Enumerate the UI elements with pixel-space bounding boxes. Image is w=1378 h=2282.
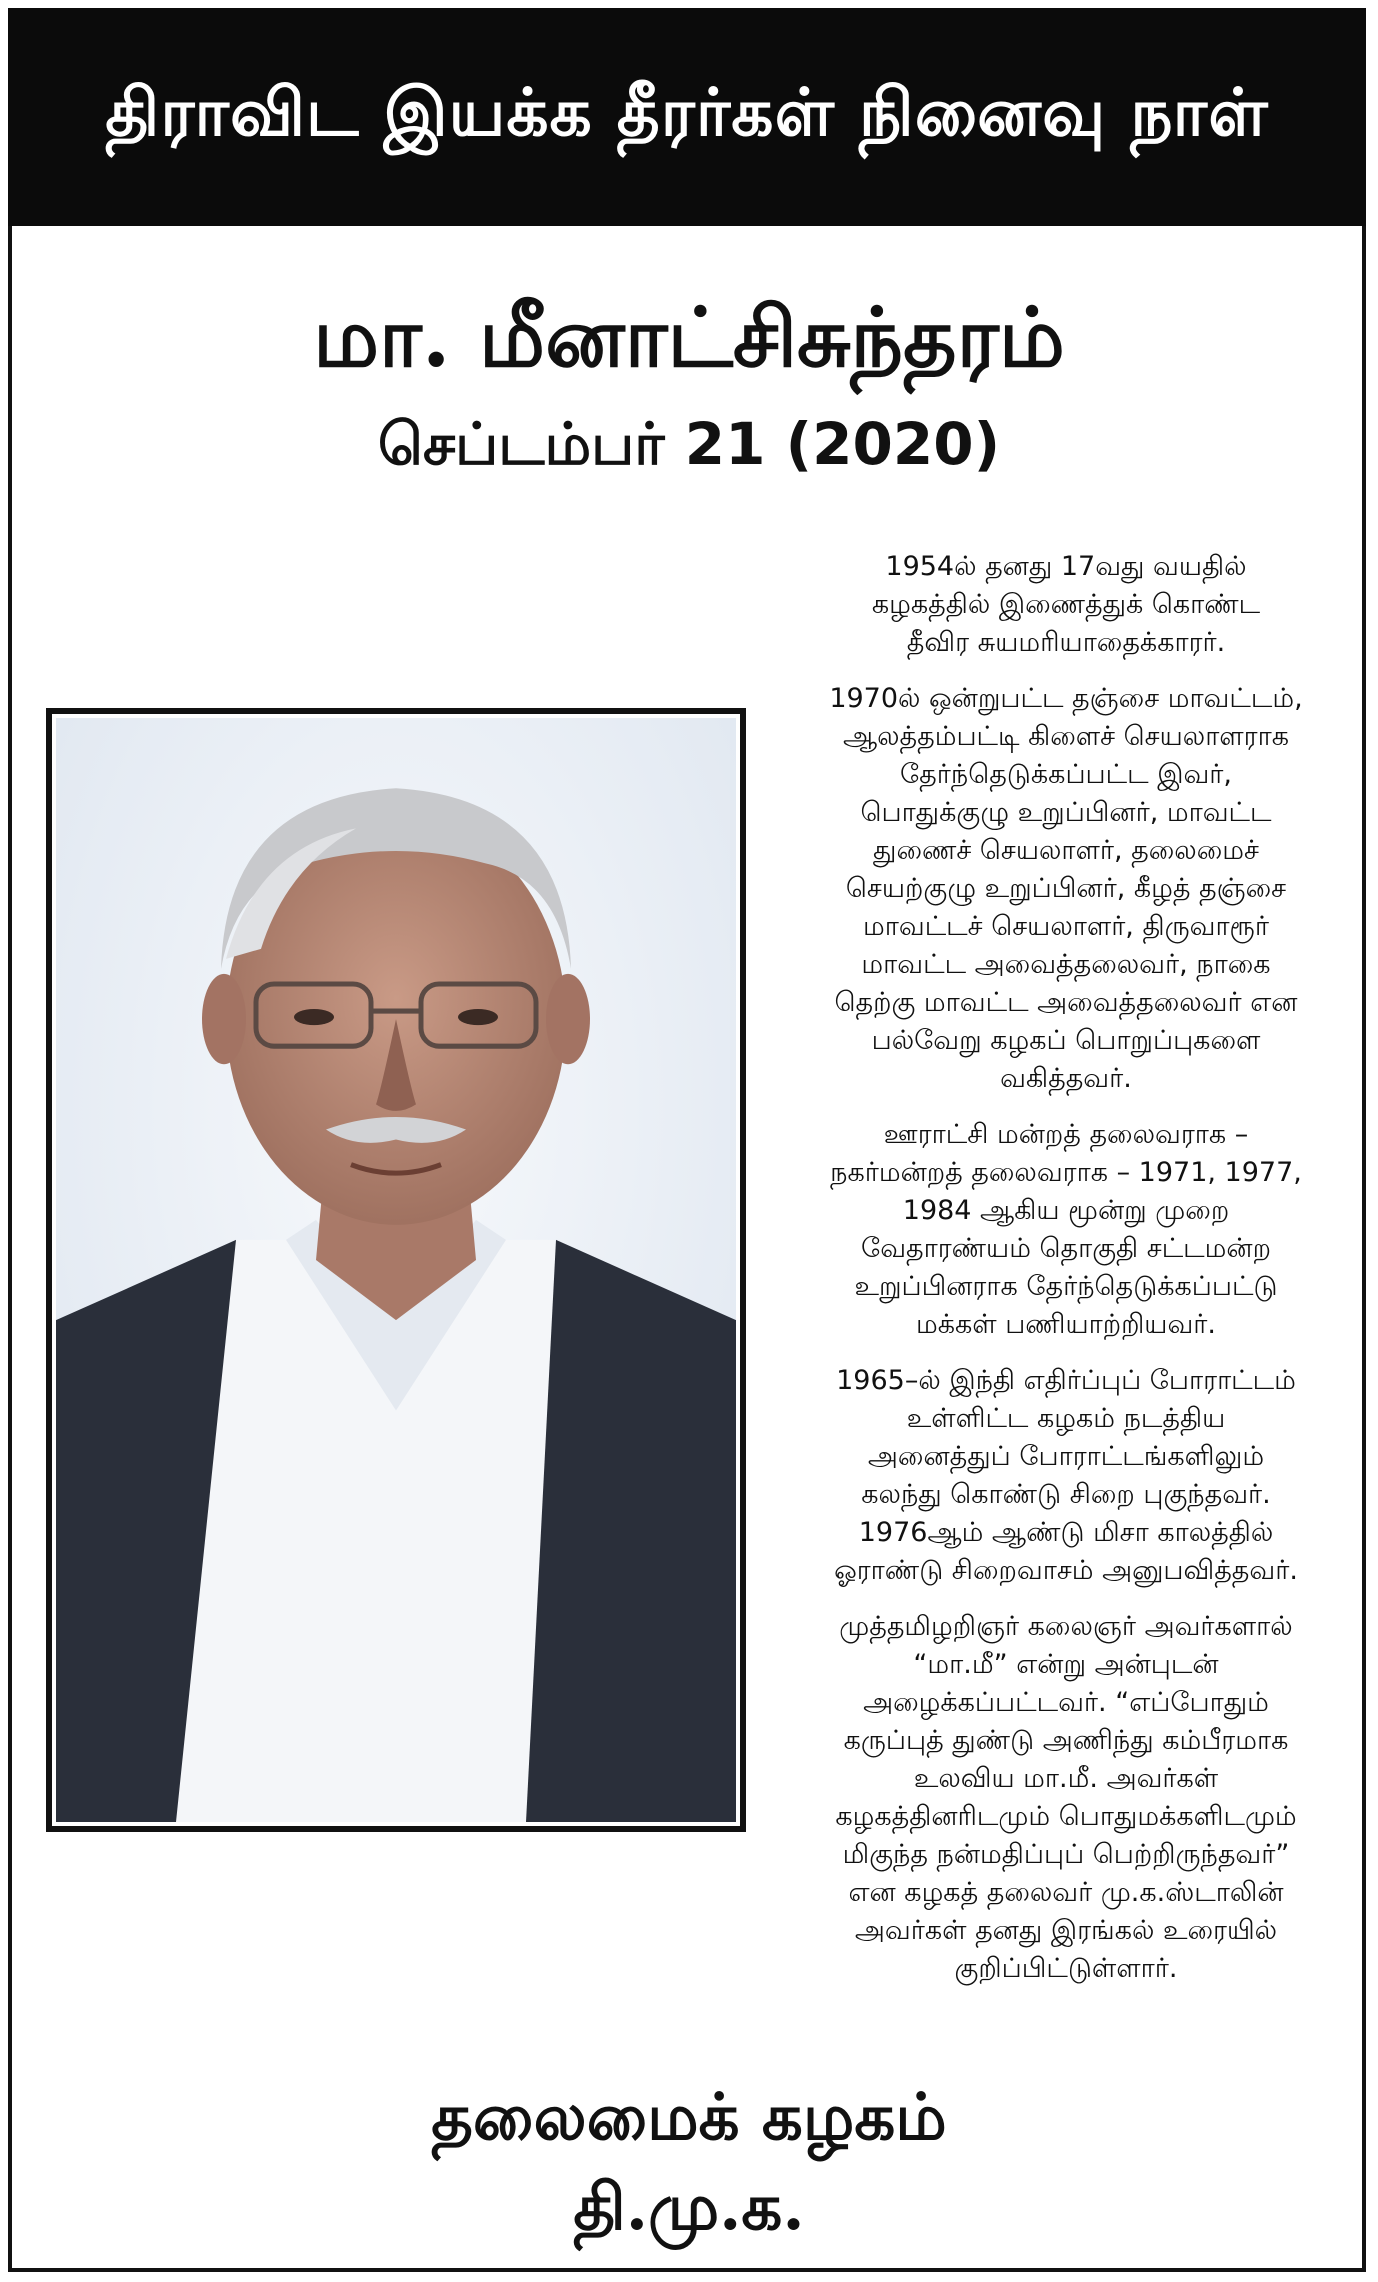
bio-line: ஊராட்சி மன்றத் தலைவராக – [883,1119,1249,1150]
bio-line: ஆலத்தம்பட்டி கிளைச் செயலாளராக [842,721,1289,752]
bio-line: மக்கள் பணியாற்றியவர். [915,1309,1216,1340]
bio-line: தேர்ந்தெடுக்கப்பட்ட இவர், [900,759,1232,790]
bio-line: கருப்புத் துண்டு அணிந்து கம்பீரமாக [843,1725,1289,1756]
memorial-date: செப்டம்பர் 21 (2020) [377,410,1001,478]
bio-paragraph [770,1362,1362,1590]
header-banner [8,8,1366,226]
bio-line: அவர்கள் தனது இரங்கல் உரையில் [854,1915,1278,1946]
bio-line: கழகத்தில் இணைத்துக் கொண்ட [871,589,1261,620]
bio-line: பொதுக்குழு உறுப்பினர், மாவட்ட [860,797,1272,828]
bio-paragraph [770,1608,1362,1988]
portrait-photo [52,714,740,1826]
signature-organization: தலைமைக் கழகம் [431,2080,947,2155]
portrait-photo-frame [46,708,746,1832]
bio-paragraph [770,548,1362,662]
bio-line: 1976ஆம் ஆண்டு மிசா காலத்தில் [858,1517,1274,1548]
bio-line: உறுப்பினராக தேர்ந்தெடுக்கப்பட்டு [854,1271,1278,1302]
bio-paragraph [770,1116,1362,1344]
bio-line: தெற்கு மாவட்ட அவைத்தலைவர் என [834,987,1298,1018]
portrait-illustration [56,718,736,1822]
bio-paragraph [770,680,1362,1098]
bio-line: உலவிய மா.மீ. அவர்கள் [913,1763,1219,1794]
bio-line: துணைச் செயலாளர், தலைமைச் [873,835,1259,866]
bio-line: செயற்குழு உறுப்பினர், கீழத் தஞ்சை [845,873,1287,904]
bio-line: மாவட்ட அவைத்தலைவர், நாகை [861,949,1271,980]
bio-line: 1984 ஆகிய மூன்று முறை [902,1195,1230,1226]
bio-line: தீவிர சுயமரியாதைக்காரர். [906,627,1226,658]
header-title: திராவிட இயக்க தீரர்கள் நினைவு நாள் [105,74,1269,151]
bio-line: அழைக்கப்பட்டவர். “எப்போதும் [863,1687,1269,1718]
bio-line: 1970ல் ஒன்றுபட்ட தஞ்சை மாவட்டம், [829,683,1303,714]
bio-line: நகர்மன்றத் தலைவராக – 1971, 1977, [830,1157,1302,1188]
bio-line: கழகத்தினரிடமும் பொதுமக்களிடமும் [835,1801,1297,1832]
person-name: மா. மீனாட்சிசுந்தரம் [313,290,1065,386]
biography-text [770,548,1362,2006]
bio-line: குறிப்பிட்டுள்ளார். [954,1953,1178,1984]
bio-line: பல்வேறு கழகப் பொறுப்புகளை [871,1025,1261,1056]
bio-line: மிகுந்த நன்மதிப்புப் பெற்றிருந்தவர்” [842,1839,1290,1870]
bio-line: முத்தமிழறிஞர் கலைஞர் அவர்களால் [839,1611,1293,1642]
signature-party: தி.மு.க. [573,2170,805,2245]
bio-line: வகித்தவர். [1000,1063,1132,1094]
bio-line: மாவட்டச் செயலாளர், திருவாரூர் [863,911,1269,942]
bio-line: “மா.மீ” என்று அன்புடன் [913,1649,1219,1680]
bio-line: உள்ளிட்ட கழகம் நடத்திய [906,1403,1226,1434]
bio-line: 1965–ல் இந்தி எதிர்ப்புப் போராட்டம் [836,1365,1296,1396]
bio-line: அனைத்துப் போராட்டங்களிலும் [867,1441,1265,1472]
bio-line: 1954ல் தனது 17வது வயதில் [885,551,1247,582]
bio-line: வேதாரண்யம் தொகுதி சட்டமன்ற [861,1233,1271,1264]
bio-line: கலந்து கொண்டு சிறை புகுந்தவர். [861,1479,1271,1510]
bio-line: என கழகத் தலைவர் மு.க.ஸ்டாலின் [848,1877,1284,1908]
bio-line: ஓராண்டு சிறைவாசம் அனுபவித்தவர். [834,1555,1298,1586]
